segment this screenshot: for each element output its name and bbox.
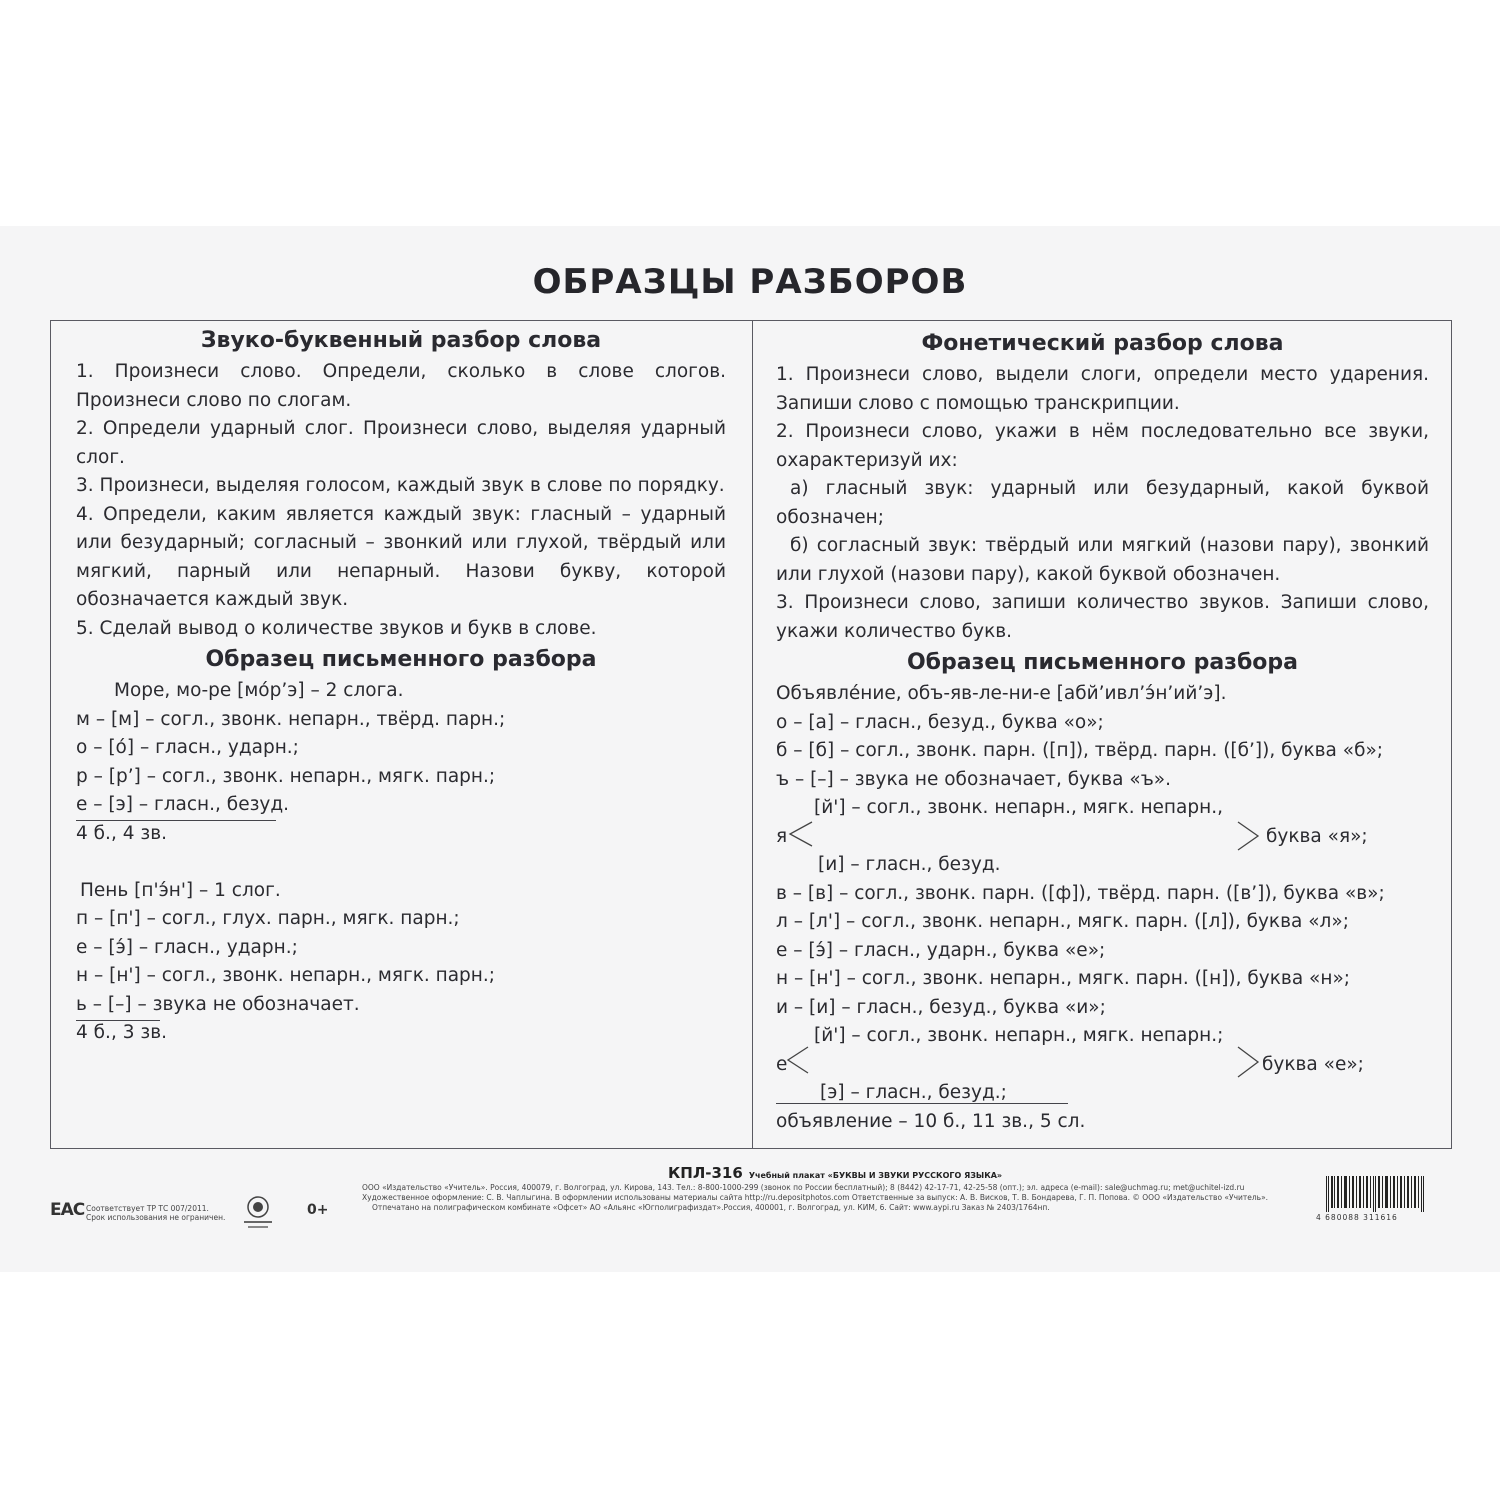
publisher-logo <box>240 1192 276 1232</box>
e-right-label: буква «е»; <box>1262 1053 1364 1075</box>
sample3-line: в – [в] – согл., звонк. парн. ([ф]), твёрд. парн. ([в’]), буква «в»; <box>776 882 1385 904</box>
sample3-line: ъ – [–] – звука не обозначает, буква «ъ». <box>776 768 1171 790</box>
sample2-line: е – [э́] – гласн., ударн.; <box>76 936 298 958</box>
e-letter: е <box>776 1053 788 1075</box>
design-info: Художественное оформление: С. В. Чаплыгина. В оформлении использованы материалы сайта http://ru.depositphotos.com Ответственные за выпуск: А. В. Висков, Т. В. Бондарева, Г. П. Попова. © ООО «Издательство «Учитель». <box>362 1193 1269 1202</box>
sample3-line: б – [б] – согл., звонк. парн. ([п]), твёрд. парн. ([б’]), буква «б»; <box>776 740 1384 761</box>
left-step: 5. Сделай вывод о количестве звуков и букв в слове. <box>76 617 597 639</box>
eac-mark: ЕАС <box>50 1200 85 1220</box>
compliance-text: Соответствует ТР ТС 007/2011. <box>86 1204 209 1213</box>
sample2-line: п – [п'] – согл., глух. парн., мягк. парн.; <box>76 908 460 929</box>
ya-top-line: [й'] – согл., звонк. непарн., мягк. непарн., <box>814 797 1223 818</box>
e-right-bracket <box>1238 1047 1258 1077</box>
left-step: 2. Определи ударный слог. Произнеси слово, выделяя ударный слог. <box>76 418 726 468</box>
sample1-total: 4 б., 4 зв. <box>76 822 167 844</box>
ya-letter: я <box>776 825 788 847</box>
sample1-line: м – [м] – согл., звонк. непарн., твёрд. парн.; <box>76 708 506 730</box>
sample1-head: Море, мо-ре [мо́р’э] – 2 слога. <box>114 680 404 701</box>
ya-right-bracket <box>1238 822 1258 850</box>
sample2-line: ь – [–] – звука не обозначает. <box>76 993 360 1015</box>
sample1-line: е – [э] – гласн., безуд. <box>76 794 290 815</box>
left-step: 1. Произнеси слово. Определи, сколько в слове слогов. Произнеси слово по слогам. <box>76 361 726 411</box>
e-top-line: [й'] – согл., звонк. непарн., мягк. непарн.; <box>814 1025 1224 1046</box>
sample3-line: е – [э́] – гласн., ударн., буква «е»; <box>776 939 1106 961</box>
ya-left-bracket <box>790 822 812 846</box>
sample2-line: н – [н'] – согл., звонк. непарн., мягк. парн.; <box>76 965 496 986</box>
sample2-total: 4 б., 3 зв. <box>76 1022 167 1043</box>
left-step: 3. Произнеси, выделяя голосом, каждый звук в слове по порядку. <box>76 475 725 496</box>
left-step: 4. Определи, каким является каждый звук: гласный – ударный или безударный; согласный – звонкий или глухой, твёрдый или мягкий, парный или непарный. Назови букву, которой обозначается каждый звук. <box>76 503 726 610</box>
right-heading: Фонетический разбор слова <box>921 331 1284 356</box>
usage-text: Срок использования не ограничен. <box>86 1213 226 1222</box>
sample3-line: л – [л'] – согл., звонк. непарн., мягк. парн. ([л]), буква «л»; <box>776 911 1349 932</box>
sample3-line: и – [и] – гласн., безуд., буква «и»; <box>776 996 1106 1018</box>
footer-code <box>668 1164 1002 1182</box>
e-bottom-line: [э] – гласн., безуд.; <box>820 1082 1007 1103</box>
right-step: а) гласный звук: ударный или безударный, какой буквой обозначен; <box>776 478 1429 528</box>
right-step: б) согласный звук: твёрдый или мягкий (назови пару), звонкий или глухой (назови пару), какой буквой обозначен. <box>776 535 1429 585</box>
e-left-bracket <box>788 1047 808 1073</box>
left-heading: Звуко-буквенный разбор слова <box>200 328 602 353</box>
sample1-line: р – [р’] – согл., звонк. непарн., мягк. парн.; <box>76 765 496 787</box>
poster-title: ОБРАЗЦЫ РАЗБОРОВ <box>532 262 968 302</box>
right-sample-heading: Образец письменного разбора <box>906 650 1299 675</box>
ya-right-label: буква «я»; <box>1266 825 1368 847</box>
sample3-line: о – [а] – гласн., безуд., буква «о»; <box>776 711 1104 733</box>
sample2-head: Пень [п'э́н'] – 1 слог. <box>80 879 281 901</box>
poster-name: Учебный плакат «БУКВЫ И ЗВУКИ РУССКОГО ЯЗЫКА» <box>748 1171 1003 1180</box>
right-step: 1. Произнеси слово, выдели слоги, определи место ударения. Запиши слово с помощью транскрипции. <box>776 364 1429 414</box>
barcode-number: 4 680088 311616 <box>1316 1213 1398 1222</box>
barcode <box>1326 1176 1426 1212</box>
sample1-line: о – [о́] – гласн., ударн.; <box>76 737 299 758</box>
publisher-info: ООО «Издательство «Учитель». Россия, 400079, г. Волгоград, ул. Кирова, 143. Тел.: 8-800-1000-299 (звонок по России бесплатный); 8 (8442) 42-17-71, 42-25-58 (опт.); эл. адреса (e-mail): sale@uchmag.ru; met@uchitel-izd.ru <box>362 1183 1245 1192</box>
right-step: 3. Произнеси слово, запиши количество звуков. Запиши слово, укажи количество букв. <box>776 592 1429 642</box>
sample3-head: Объявле́ние, объ-яв-ле-ни-е [абй’ивл’э́н’ий’э]. <box>776 683 1227 704</box>
ya-bottom-line: [и] – гласн., безуд. <box>818 854 1001 875</box>
left-sample-heading: Образец письменного разбора <box>205 647 597 672</box>
product-code: КПЛ-316 <box>668 1164 743 1182</box>
right-step: 2. Произнеси слово, укажи в нём последовательно все звуки, охарактеризуй их: <box>776 421 1429 471</box>
sample3-line: н – [н'] – согл., звонк. непарн., мягк. парн. ([н]), буква «н»; <box>776 968 1351 989</box>
print-info: Отпечатано на полиграфическом комбинате «Офсет» АО «Альянс «Югполиграфиздат».Россия, 400001, г. Волгоград, ул. КИМ, 6. Сайт: www.aypi.ru Заказ № 2403/1764нп. <box>372 1203 1050 1212</box>
barcode-bars <box>1326 1176 1424 1212</box>
age-rating: 0+ <box>307 1202 329 1218</box>
sample3-total: объявление – 10 б., 11 зв., 5 сл. <box>776 1110 1086 1132</box>
